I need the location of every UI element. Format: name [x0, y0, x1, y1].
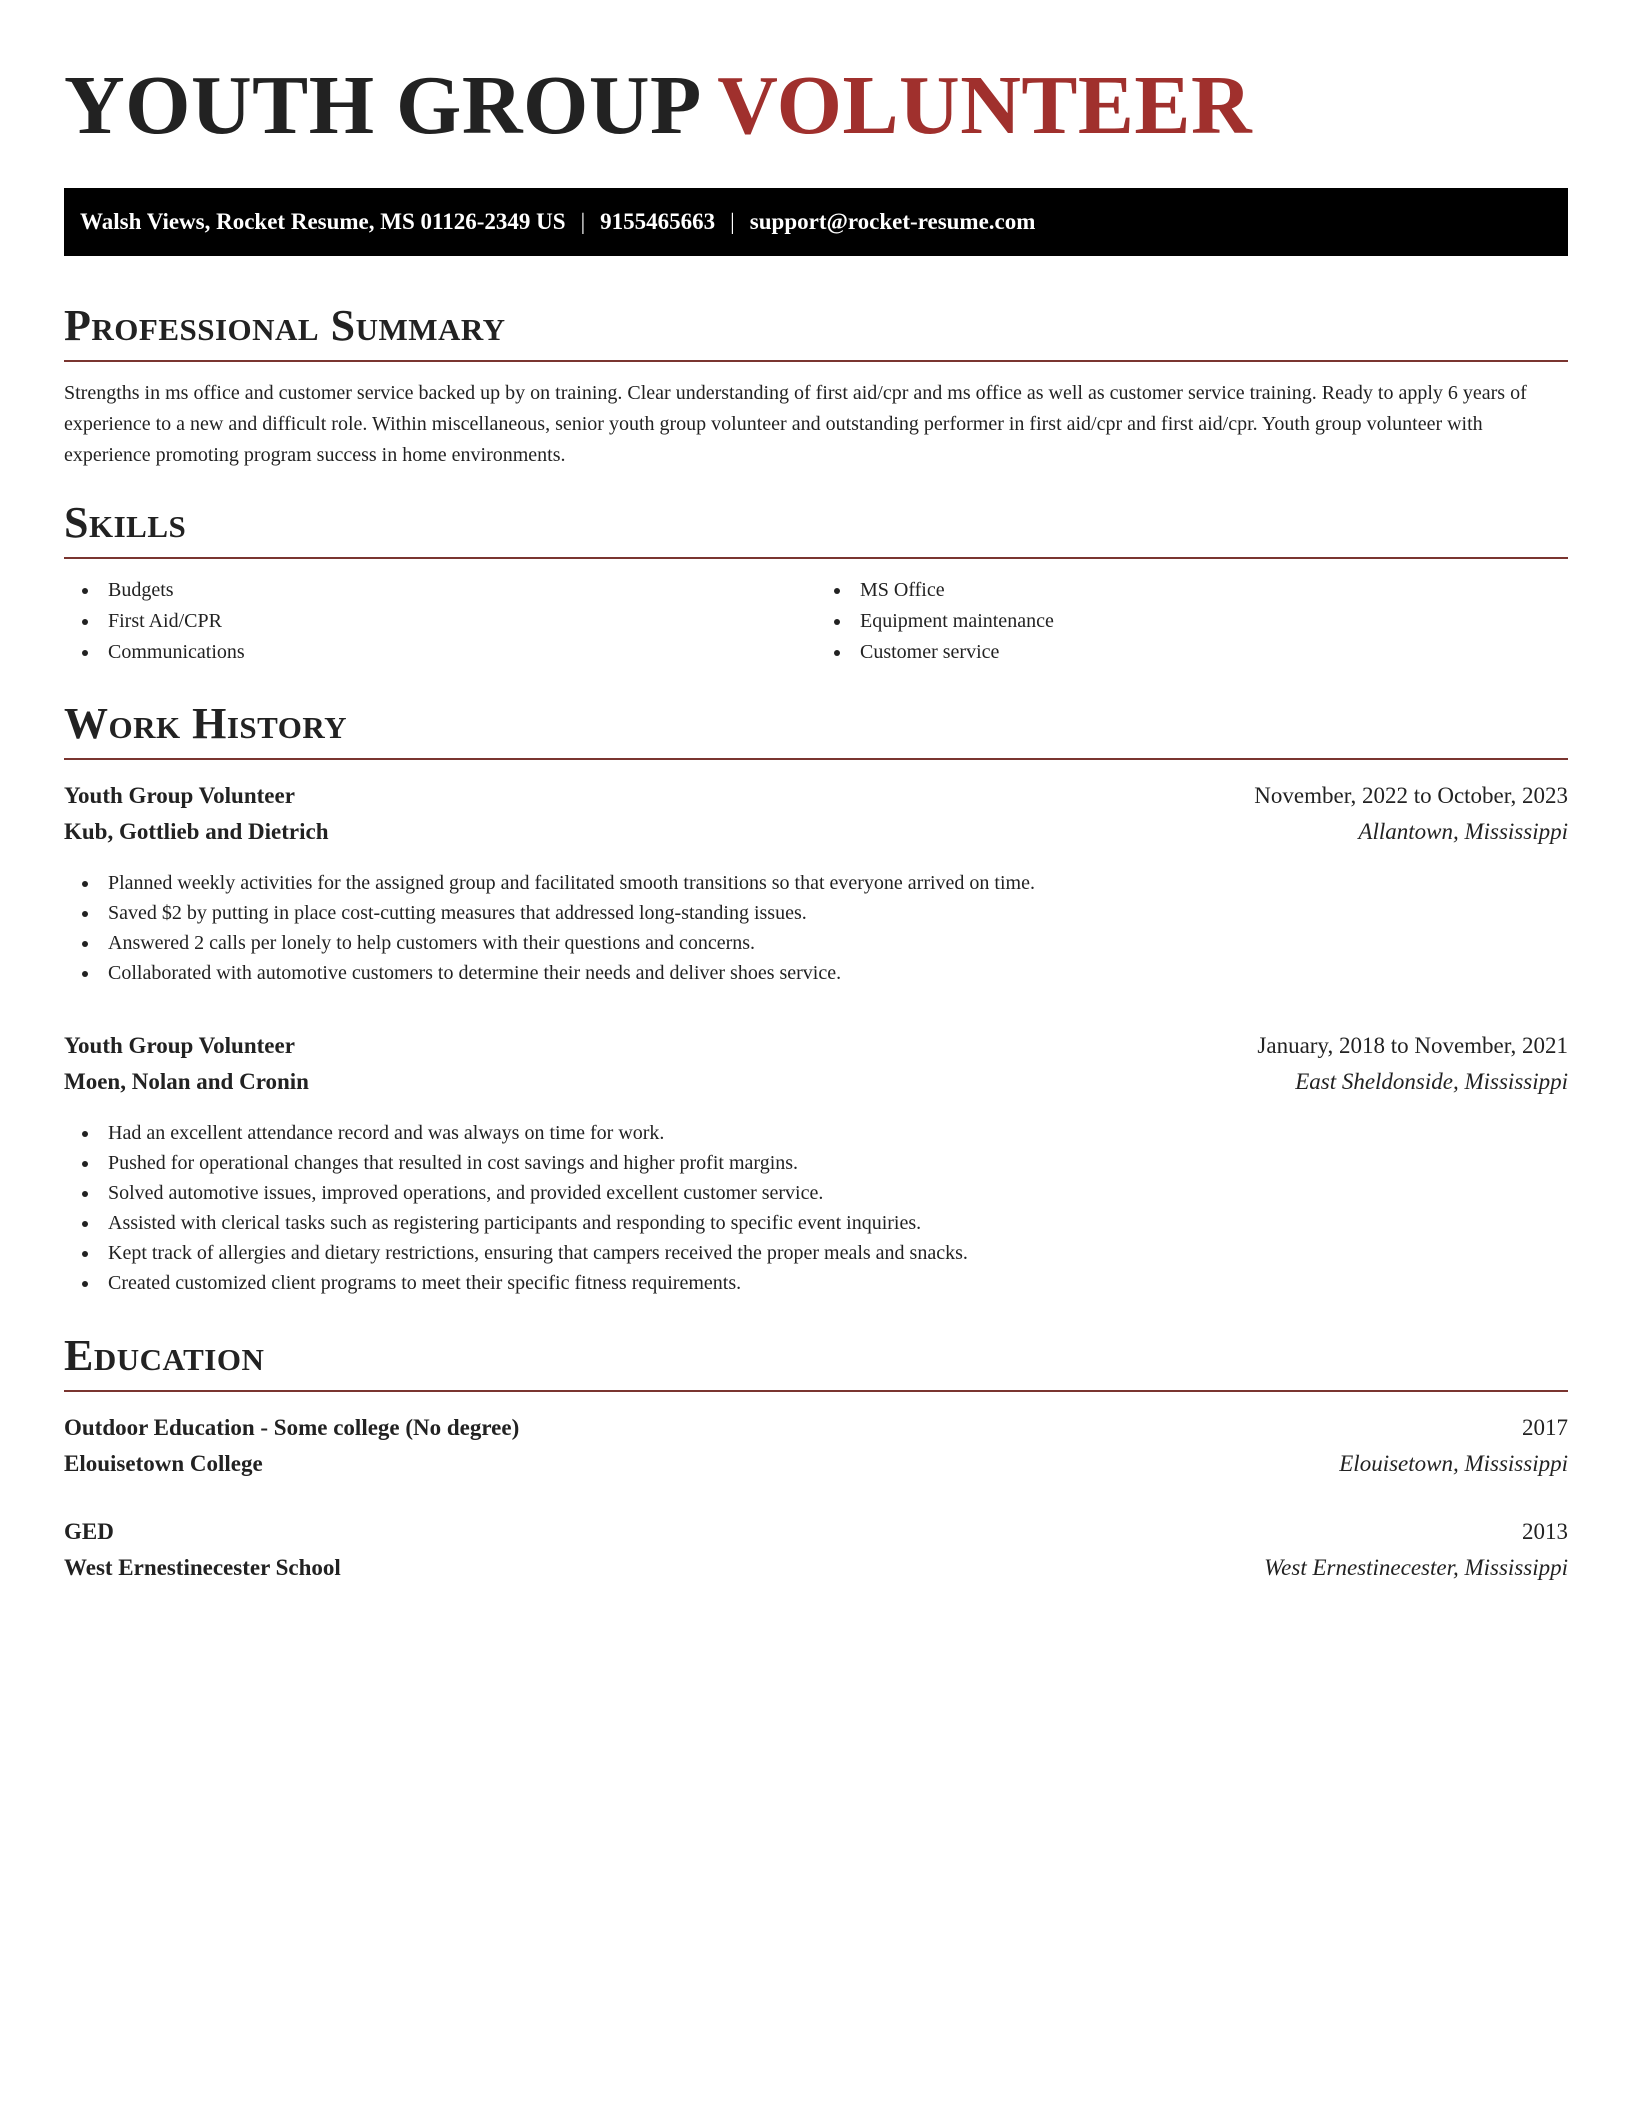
education-header-row	[64, 1514, 1568, 1550]
education-header-row	[64, 1410, 1568, 1446]
job-company-row	[64, 814, 1568, 850]
education-section	[64, 1330, 1568, 1586]
job-bullet: Solved automotive issues, improved operations, and provided excellent customer service.	[80, 1178, 1568, 1208]
section-divider	[64, 1390, 1568, 1392]
education-entry	[64, 1410, 1568, 1482]
job-bullet: Collaborated with automotive customers to determine their needs and deliver shoes service.	[80, 958, 1568, 988]
resume-name	[64, 58, 1568, 154]
skills-column-right	[816, 575, 1568, 668]
section-title-summary: Professional Summary	[64, 301, 506, 350]
job-bullet: Had an excellent attendance record and was always on time for work.	[80, 1118, 1568, 1148]
job-entry	[64, 778, 1568, 988]
education-school-row	[64, 1446, 1568, 1482]
contact-address: Walsh Views, Rocket Resume, MS 01126-2349 US	[80, 209, 566, 234]
skills-column-left	[64, 575, 816, 668]
contact-separator: |	[730, 209, 735, 234]
job-bullet: Answered 2 calls per lonely to help customers with their questions and concerns.	[80, 928, 1568, 958]
education-school: West Ernestinecester School	[64, 1555, 341, 1580]
skills-grid	[64, 575, 1568, 668]
skill-item: Budgets	[80, 575, 816, 606]
job-header-row	[64, 1028, 1568, 1064]
job-bullets	[64, 1118, 1568, 1298]
contact-email: support@rocket-resume.com	[749, 209, 1036, 234]
job-company: Moen, Nolan and Cronin	[64, 1069, 309, 1094]
section-title-education: Education	[64, 1331, 265, 1380]
contact-separator: |	[580, 209, 586, 234]
section-title-skills: Skills	[64, 498, 187, 547]
section-title-work: Work History	[64, 699, 348, 748]
job-entry	[64, 1028, 1568, 1298]
job-bullet: Planned weekly activities for the assigned group and facilitated smooth transitions so that everyone arrived on time.	[80, 868, 1568, 898]
name-last: VOLUNTEER	[717, 59, 1253, 152]
job-header-row	[64, 778, 1568, 814]
contact-bar	[64, 188, 1568, 256]
job-location: Allantown, Mississippi	[1358, 819, 1568, 844]
job-company-row	[64, 1064, 1568, 1100]
skill-item: First Aid/CPR	[80, 606, 816, 637]
education-school: Elouisetown College	[64, 1451, 263, 1476]
job-company: Kub, Gottlieb and Dietrich	[64, 819, 329, 844]
work-history-section	[64, 698, 1568, 1298]
job-bullets	[64, 868, 1568, 988]
job-dates: November, 2022 to October, 2023	[1254, 783, 1568, 808]
section-divider	[64, 557, 1568, 559]
education-school-row	[64, 1550, 1568, 1586]
skill-item: Customer service	[832, 637, 1568, 668]
skills-section	[64, 497, 1568, 668]
job-bullet: Created customized client programs to meet their specific fitness requirements.	[80, 1268, 1568, 1298]
job-dates: January, 2018 to November, 2021	[1257, 1033, 1568, 1058]
education-degree: GED	[64, 1519, 114, 1544]
education-entry	[64, 1514, 1568, 1586]
skill-item: MS Office	[832, 575, 1568, 606]
skill-item: Communications	[80, 637, 816, 668]
education-location: West Ernestinecester, Mississippi	[1264, 1555, 1568, 1580]
education-location: Elouisetown, Mississippi	[1339, 1451, 1568, 1476]
professional-summary-section	[64, 300, 1568, 471]
job-bullet: Kept track of allergies and dietary restrictions, ensuring that campers received the proper meals and snacks.	[80, 1238, 1568, 1268]
job-role: Youth Group Volunteer	[64, 1033, 295, 1058]
education-year: 2017	[1522, 1415, 1568, 1440]
job-bullet: Saved $2 by putting in place cost-cutting measures that addressed long-standing issues.	[80, 898, 1568, 928]
job-bullet: Pushed for operational changes that resulted in cost savings and higher profit margins.	[80, 1148, 1568, 1178]
education-degree: Outdoor Education - Some college (No degree)	[64, 1415, 520, 1440]
education-year: 2013	[1522, 1519, 1568, 1544]
skill-item: Equipment maintenance	[832, 606, 1568, 637]
name-first: YOUTH GROUP	[64, 59, 698, 152]
section-divider	[64, 360, 1568, 362]
job-role: Youth Group Volunteer	[64, 783, 295, 808]
summary-text: Strengths in ms office and customer service backed up by on training. Clear understanding of first aid/cpr and ms office as well as customer service training. Ready to apply 6 years of experience to a new and difficult role. Within miscellaneous, senior youth group volunteer and outstanding performer in first aid/cpr and first aid/cpr. Youth group volunteer with experience promoting program success in home environments.	[64, 382, 1527, 466]
contact-phone: 9155465663	[600, 209, 716, 234]
job-location: East Sheldonside, Mississippi	[1295, 1069, 1568, 1094]
section-divider	[64, 758, 1568, 760]
job-bullet: Assisted with clerical tasks such as registering participants and responding to specific event inquiries.	[80, 1208, 1568, 1238]
